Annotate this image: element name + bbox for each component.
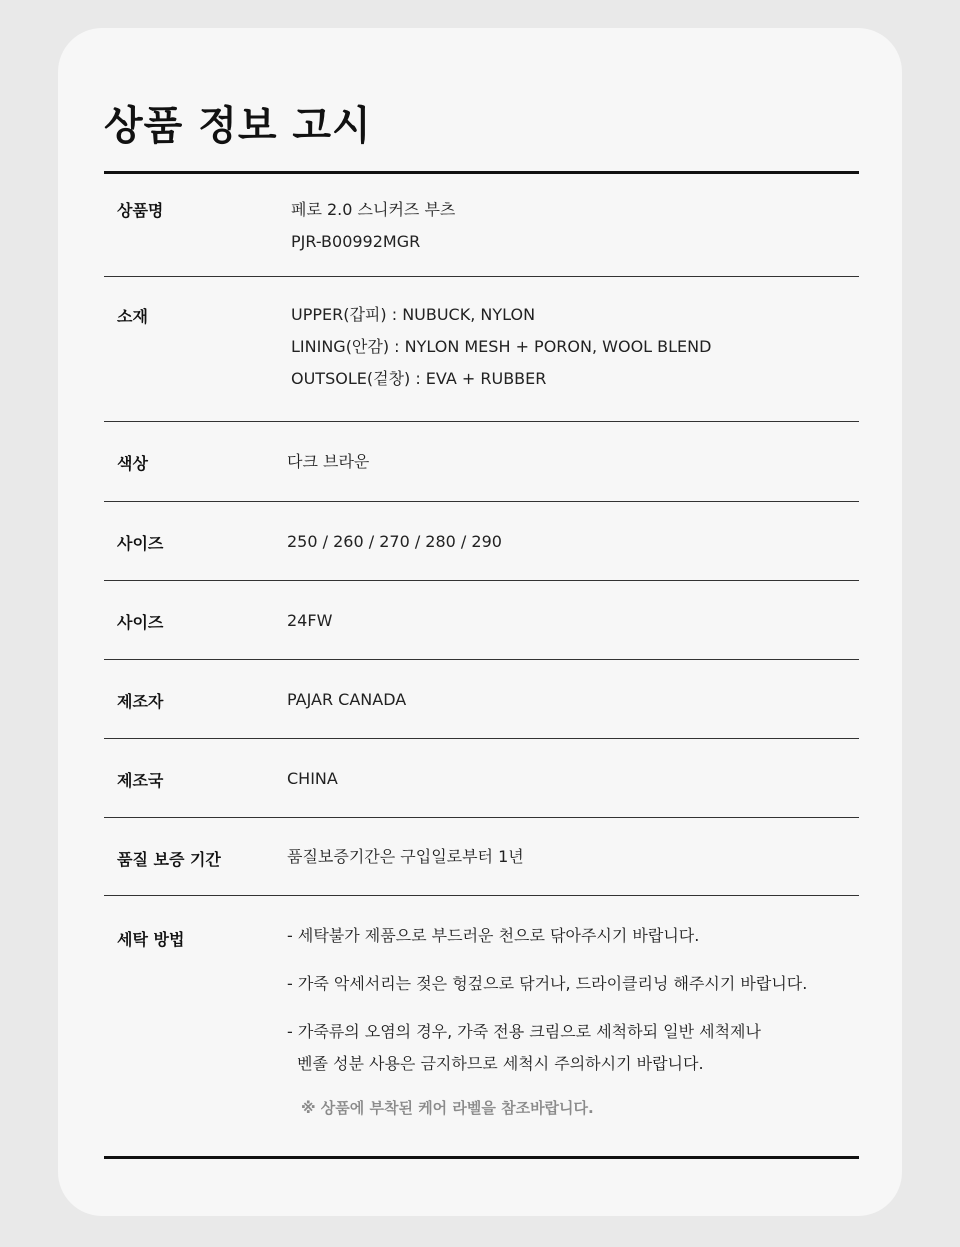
row-label: 소재	[117, 307, 148, 326]
row-value	[291, 299, 711, 395]
washing-item-continuation: 벤졸 성분 사용은 금지하므로 세척시 주의하시기 바랍니다.	[297, 1054, 704, 1073]
row-country	[104, 739, 859, 818]
product-code-text: PJR-B00992MGR	[291, 232, 421, 251]
bottom-divider	[104, 1156, 859, 1159]
washing-instructions	[287, 920, 807, 1124]
material-lining: LINING(안감) : NYLON MESH + PORON, WOOL BLEND	[291, 337, 712, 356]
row-label: 세탁 방법	[117, 930, 185, 949]
row-value: 품질보증기간은 구입일로부터 1년	[287, 847, 524, 866]
row-value: PAJAR CANADA	[287, 690, 407, 709]
row-season	[104, 581, 859, 660]
row-washing	[104, 896, 859, 1156]
row-value: 24FW	[287, 611, 333, 630]
washing-item: - 가죽 악세서리는 젖은 헝겊으로 닦거나, 드라이클리닝 해주시기 바랍니다.	[287, 974, 808, 993]
care-label-note: ※ 상품에 부착된 케어 라벨을 참조바랍니다.	[301, 1099, 594, 1117]
row-label: 상품명	[117, 201, 164, 220]
row-label: 제조자	[117, 692, 164, 711]
material-outsole: OUTSOLE(겉창) : EVA + RUBBER	[291, 369, 547, 388]
row-value: CHINA	[287, 769, 338, 788]
row-product-name	[104, 174, 859, 277]
row-label: 사이즈	[117, 534, 164, 553]
row-label: 품질 보증 기간	[117, 850, 221, 869]
row-material	[104, 277, 859, 422]
washing-item: - 세탁불가 제품으로 부드러운 천으로 닦아주시기 바랍니다.	[287, 926, 700, 945]
washing-item: - 가죽류의 오염의 경우, 가죽 전용 크림으로 세척하되 일반 세척제나	[287, 1022, 761, 1041]
row-value: 250 / 260 / 270 / 280 / 290	[287, 532, 502, 551]
row-value: 다크 브라운	[287, 452, 370, 471]
row-label: 사이즈	[117, 613, 164, 632]
row-size	[104, 502, 859, 581]
row-warranty	[104, 818, 859, 896]
row-manufacturer	[104, 660, 859, 739]
row-value	[291, 194, 455, 258]
row-label: 제조국	[117, 771, 164, 790]
row-label: 색상	[117, 454, 148, 473]
product-name-text: 페로 2.0 스니커즈 부츠	[291, 200, 456, 219]
row-color	[104, 422, 859, 502]
material-upper: UPPER(갑피) : NUBUCK, NYLON	[291, 305, 536, 324]
page-title: 상품 정보 고시	[104, 103, 372, 149]
